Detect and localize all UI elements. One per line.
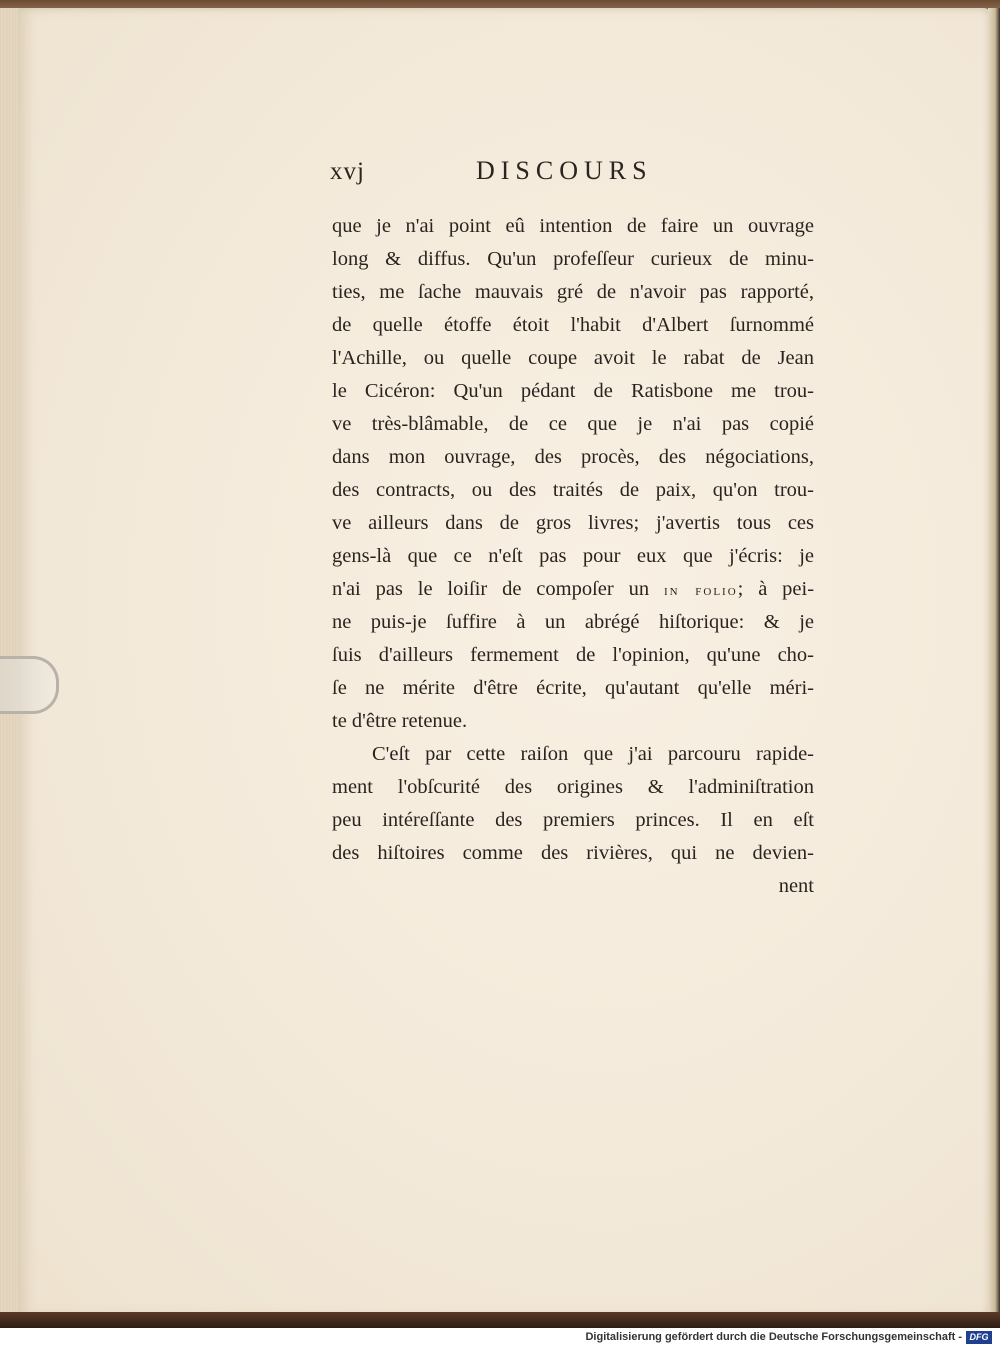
- page-clip: [0, 656, 59, 714]
- book-bottom-edge: [0, 1312, 1000, 1328]
- running-title: DISCOURS: [476, 156, 653, 185]
- text-line: l'Achille, ou quelle coupe avoit le rabat de Jean: [332, 347, 814, 369]
- text-line: que je n'ai point eû intention de faire un ouvrage: [332, 215, 814, 237]
- text-line: le Cicéron: Qu'un pédant de Ratisbone me trou-: [332, 380, 814, 402]
- running-header: [330, 152, 816, 192]
- text-segment: n'ai pas le loiſir de compoſer un: [332, 578, 650, 600]
- text-line: C'eſt par cette raiſon que j'ai parcouru rapide-: [372, 743, 814, 765]
- text-line: des hiſtoires comme des rivières, qui ne devien-: [332, 842, 814, 864]
- text-line: gens-là que ce n'eſt pas pour eux que j'écris: je: [332, 545, 814, 567]
- in-folio-term: in folio: [663, 582, 738, 599]
- digitization-credit: Digitalisierung gefördert durch die Deutsche Forschungsgemeinschaft -: [585, 1331, 962, 1343]
- text-line: dans mon ouvrage, des procès, des négociations,: [332, 446, 814, 468]
- text-line-in-folio: [332, 573, 814, 606]
- page-number: xvj: [330, 158, 365, 185]
- dfg-logo: DFG: [966, 1331, 992, 1344]
- catchword: nent: [778, 875, 814, 897]
- page-body-text: [332, 210, 814, 903]
- text-line: ve très-blâmable, de ce que je n'ai pas copié: [332, 413, 814, 435]
- text-line: des contracts, ou des traités de paix, qu'on trou-: [332, 479, 814, 501]
- text-line: ſe ne mérite d'être écrite, qu'autant qu'elle méri-: [332, 677, 814, 699]
- text-line: long & diffus. Qu'un profeſſeur curieux de minu-: [332, 248, 814, 270]
- text-line: peu intéreſſante des premiers princes. Il en eſt: [332, 809, 814, 831]
- text-line: ve ailleurs dans de gros livres; j'avertis tous ces: [332, 512, 814, 534]
- text-line: de quelle étoffe étoit l'habit d'Albert ſurnommé: [332, 314, 814, 336]
- book-right-edge: [988, 8, 1000, 1316]
- text-line: ne puis-je ſuffire à un abrégé hiſtorique: & je: [332, 611, 814, 633]
- text-line: ties, me ſache mauvais gré de n'avoir pas rapporté,: [332, 281, 814, 303]
- paragraph-end-line: te d'être retenue.: [332, 710, 468, 732]
- footer-bar: [0, 1328, 1000, 1348]
- text-segment: ; à pei-: [737, 578, 814, 600]
- text-line: ſuis d'ailleurs fermement de l'opinion, qu'une cho-: [332, 644, 814, 666]
- text-line: ment l'obſcurité des origines & l'adminiſtration: [332, 776, 814, 798]
